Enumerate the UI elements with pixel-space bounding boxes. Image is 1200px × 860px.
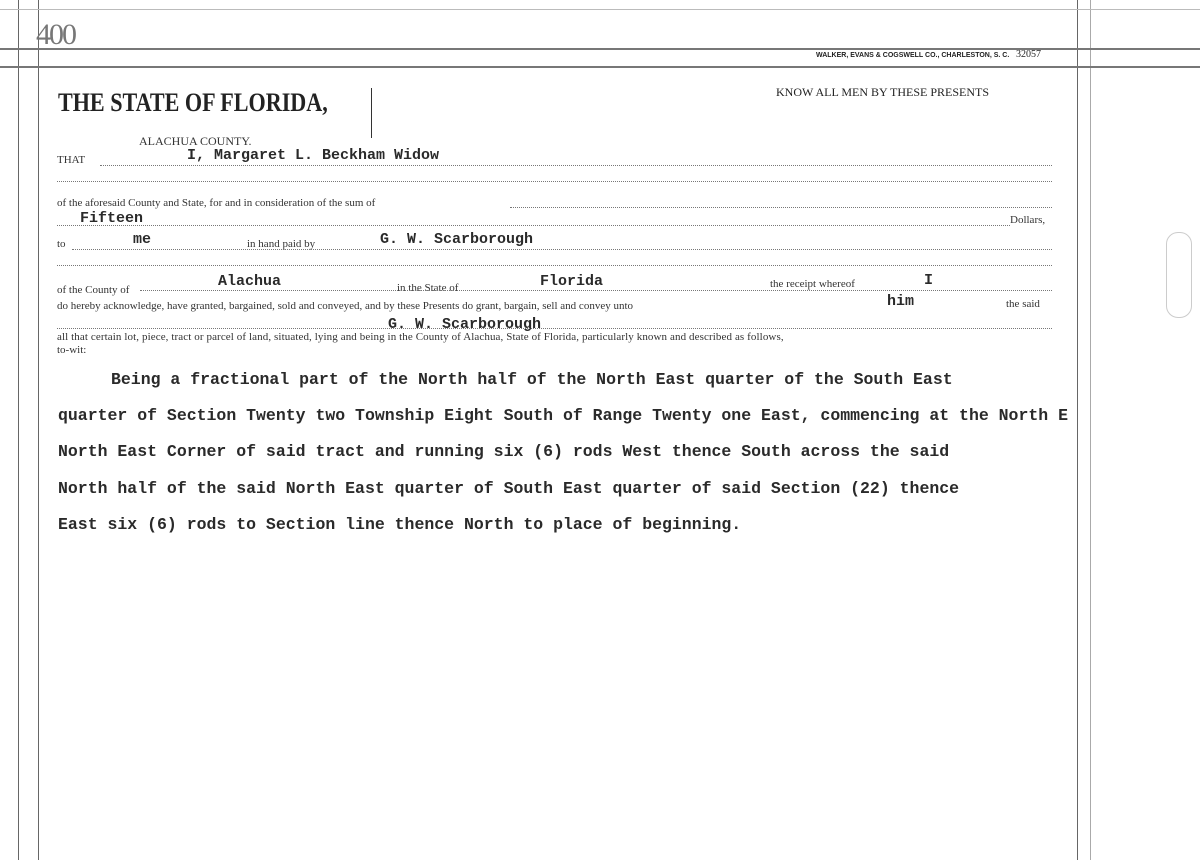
margin-line — [1090, 0, 1091, 860]
document-title: THE STATE OF FLORIDA, — [58, 88, 328, 117]
receipt-field: I — [924, 272, 934, 289]
fill-line — [72, 249, 1052, 250]
fill-line — [57, 225, 1010, 226]
rule-line — [0, 9, 1200, 10]
rule-line — [0, 66, 1200, 68]
that-label: THAT — [57, 154, 86, 166]
paid-by-label: in hand paid by — [247, 238, 316, 250]
county-field: Alachua — [218, 273, 282, 290]
state-label: in the State of — [397, 282, 459, 294]
to-wit-label: to-wit: — [57, 344, 87, 356]
description-line: Being a fractional part of the North half of the North East quarter of the South East — [111, 370, 953, 389]
to-label: to — [57, 238, 66, 250]
brace — [371, 88, 374, 138]
paid-by-field: G. W. Scarborough — [380, 231, 534, 248]
margin-line — [1077, 0, 1078, 860]
fill-line — [57, 265, 1052, 266]
know-all-men: KNOW ALL MEN BY THESE PRESENTS — [776, 85, 990, 99]
to-field: me — [133, 231, 152, 248]
margin-line — [38, 0, 39, 860]
aforesaid-label: of the aforesaid County and State, for and in consideration of the sum of — [57, 197, 376, 209]
receipt-label: the receipt whereof — [770, 278, 855, 290]
grantor-field: I, Margaret L. Beckham Widow — [187, 147, 440, 164]
description-line: North half of the said North East quarter of South East quarter of said Section (22) thence — [58, 479, 960, 498]
punch-hole — [1166, 232, 1192, 318]
margin-line — [18, 0, 19, 860]
county-label: of the County of — [57, 284, 130, 296]
all-that-label: all that certain lot, piece, tract or parcel of land, situated, lying and being in the County of Alachua, State of Florida, particularly known and described as follows, — [57, 331, 784, 343]
fill-line — [57, 328, 1052, 329]
the-said-label: the said — [1006, 298, 1040, 310]
county-heading: ALACHUA COUNTY. — [139, 134, 252, 148]
fill-line — [510, 207, 1052, 208]
acknowledge-label: do hereby acknowledge, have granted, bargained, sold and conveyed, and by these Presents do grant, bargain, sell and convey unto — [57, 300, 634, 312]
fill-line — [57, 181, 1052, 182]
form-number: 32057 — [1016, 49, 1041, 60]
dollars-label: Dollars, — [1010, 214, 1046, 226]
grantee-field: G. W. Scarborough — [388, 316, 542, 333]
sum-field: Fifteen — [80, 210, 144, 227]
unto-field: him — [887, 293, 915, 310]
fill-line — [100, 165, 1052, 166]
state-field: Florida — [540, 273, 604, 290]
description-line: quarter of Section Twenty two Township Eight South of Range Twenty one East, commencing at the North E — [58, 406, 1068, 425]
description-line: East six (6) rods to Section line thence North to place of beginning. — [58, 515, 742, 534]
printer-imprint: WALKER, EVANS & COGSWELL CO., CHARLESTON, S. C. — [816, 52, 1010, 59]
page-number: 400 — [36, 18, 75, 51]
fill-line — [140, 290, 1052, 291]
description-line: North East Corner of said tract and running six (6) rods West thence South across the said — [58, 442, 950, 461]
